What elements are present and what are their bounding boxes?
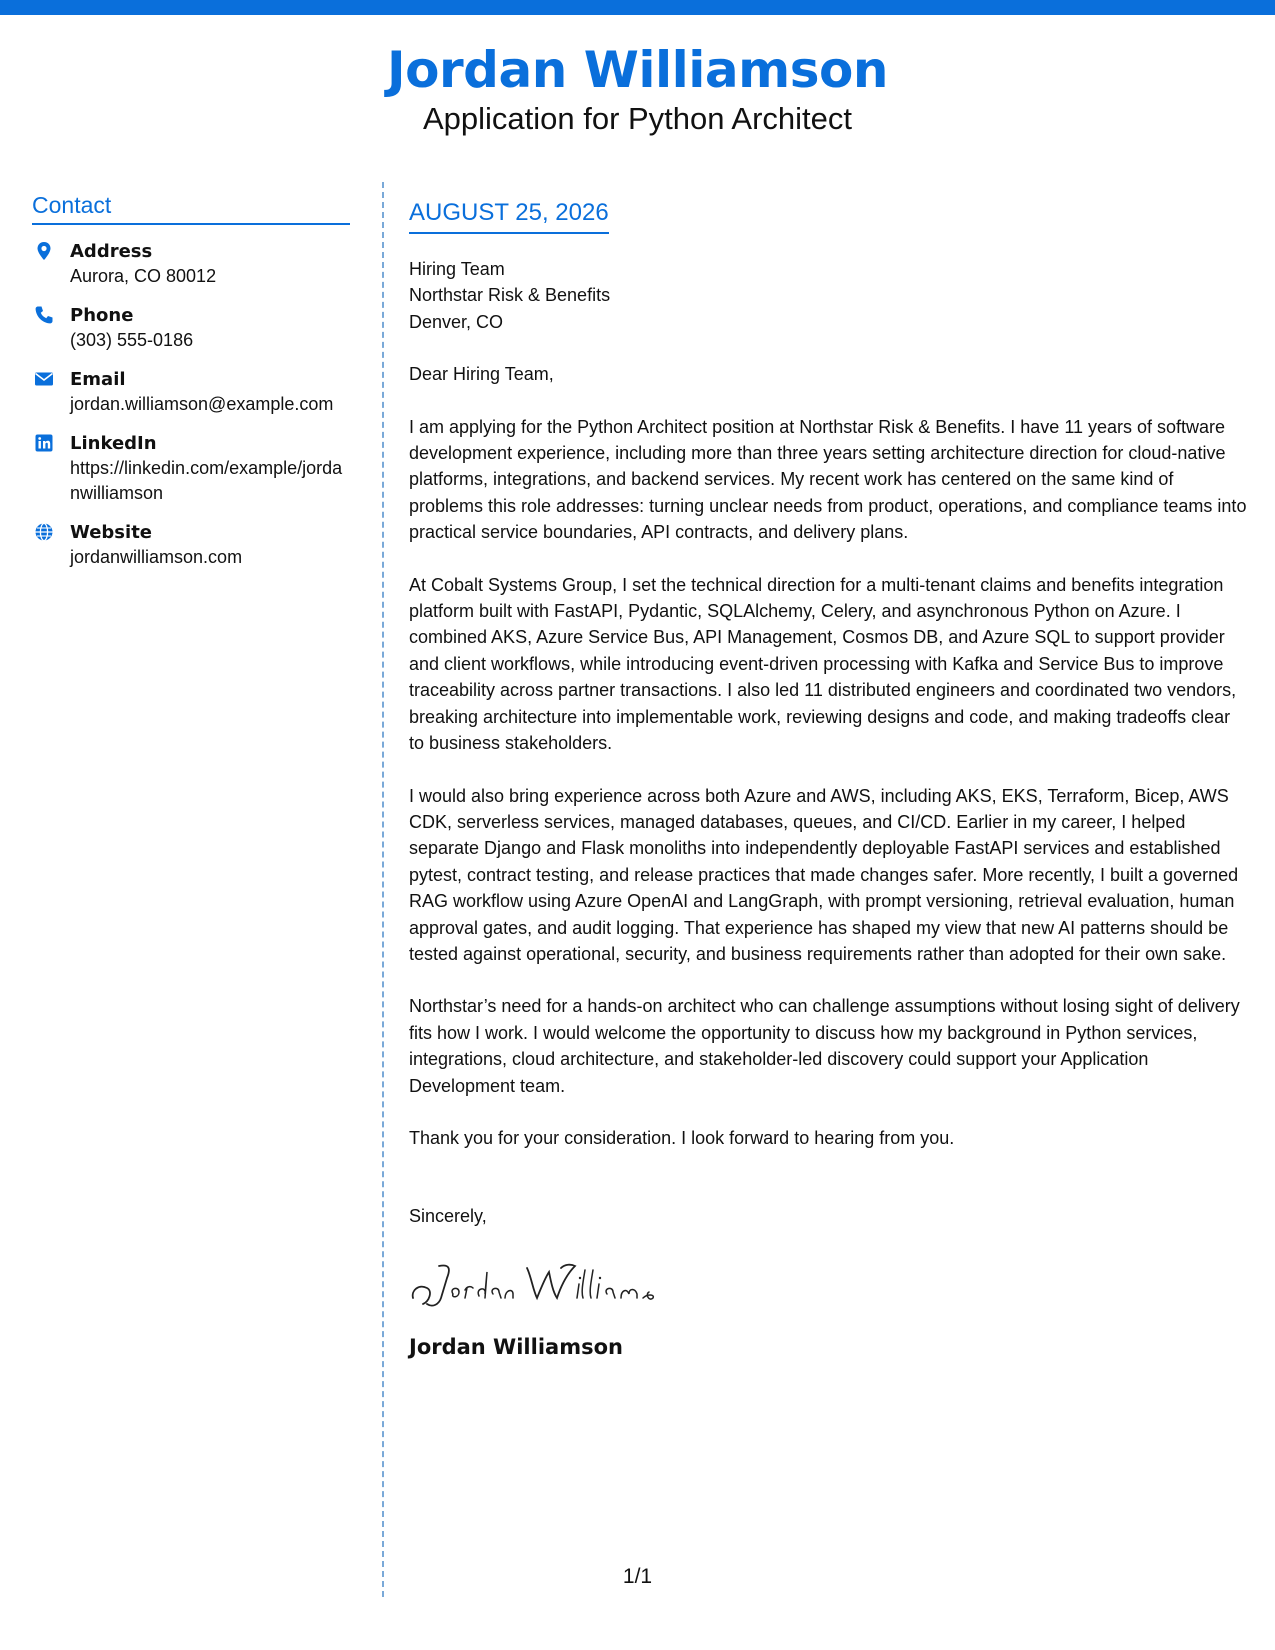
email-icon xyxy=(34,369,54,389)
contact-label: LinkedIn xyxy=(70,433,157,454)
contact-value: Aurora, CO 80012 xyxy=(70,266,217,286)
linkedin-icon xyxy=(34,433,54,453)
body-paragraph: Thank you for your consideration. I look forward to hearing from you. xyxy=(409,1127,955,1148)
body-paragraph: I would also bring experience across both Azure and AWS, including AKS, EKS, Terraform, Bicep, AWS CDK, serverless services, managed databases, queues, and CI/CD. Earlier in my career, I helped separate Django and Flask monoliths into independently deployable FastAPI services and established pytest, contract testing, and release practices that made changes safer. More recently, I built a governed RAG workflow using Azure OpenAI and LangGraph, with prompt versioning, retrieval evaluation, human approval gates, and audit logging. That experience has shaped my view that new AI patterns should be tested against operational, security, and business requirements rather than adopted for their own sake. xyxy=(409,785,1239,964)
contact-sidebar xyxy=(32,192,350,584)
contact-label: Email xyxy=(70,369,126,390)
closing: Sincerely, xyxy=(409,1206,487,1227)
globe-icon xyxy=(34,522,54,542)
top-accent-bar xyxy=(0,0,1275,15)
recipient-line: Northstar Risk & Benefits xyxy=(409,285,611,306)
contact-link[interactable]: https://linkedin.com/example/jordanwilliamson xyxy=(70,458,343,503)
contact-heading: Contact xyxy=(32,192,350,225)
contact-label: Website xyxy=(70,522,153,543)
contact-phone xyxy=(32,303,350,353)
letter-date: AUGUST 25, 2026 xyxy=(409,199,609,226)
location-pin-icon xyxy=(34,241,54,261)
contact-linkedin xyxy=(32,431,350,506)
phone-icon xyxy=(34,305,54,325)
applicant-name: Jordan Williamson xyxy=(387,41,888,99)
contact-label: Phone xyxy=(70,305,134,326)
header xyxy=(0,40,1275,138)
signed-name: Jordan Williamson xyxy=(409,1334,623,1359)
body-paragraph: I am applying for the Python Architect position at Northstar Risk & Benefits. I have 11 years of software development experience, including more than three years setting architecture direction for cloud-native platforms, integrations, and backend services. My recent work has centered on the same kind of problems this role addresses: turning unclear needs from product, operations, and compliance teams into practical service boundaries, API contracts, and delivery plans. xyxy=(409,416,1247,543)
handwritten-signature xyxy=(409,1254,669,1314)
contact-value: (303) 555-0186 xyxy=(70,330,194,350)
recipient-block xyxy=(409,256,1247,335)
recipient-line: Hiring Team xyxy=(409,259,505,279)
body-paragraph: At Cobalt Systems Group, I set the technical direction for a multi-tenant claims and benefits integration platform built with FastAPI, Pydantic, SQLAlchemy, Celery, and asynchronous Python on Azure. I combined AKS, Azure Service Bus, API Management, Cosmos DB, and Azure SQL to support provider and client workflows, while introducing event-driven processing with Kafka and Service Bus to improve traceability across partner transactions. I also led 11 distributed engineers and coordinated two vendors, breaking architecture into implementable work, reviewing designs and code, and making tradeoffs clear to business stakeholders. xyxy=(409,574,1237,754)
recipient-line: Denver, CO xyxy=(409,311,504,332)
contact-email xyxy=(32,367,350,417)
contact-address xyxy=(32,239,350,289)
contact-label: Address xyxy=(70,241,153,262)
contact-value: jordan.williamson@example.com xyxy=(70,394,334,414)
contact-website xyxy=(32,520,350,570)
column-divider xyxy=(382,182,384,1597)
letter-body xyxy=(409,198,1247,1359)
application-subtitle: Application for Python Architect xyxy=(422,101,853,136)
page-number: 1/1 xyxy=(622,1565,653,1588)
salutation: Dear Hiring Team, xyxy=(409,364,554,385)
date-block xyxy=(409,198,609,234)
contact-link[interactable]: jordanwilliamson.com xyxy=(70,547,243,567)
body-paragraph: Northstar’s need for a hands-on architect who can challenge assumptions without losing sight of delivery fits how I work. I would welcome the opportunity to discuss how my background in Python services, integrations, cloud architecture, and stakeholder-led discovery could support your Application Development team. xyxy=(409,996,1240,1096)
